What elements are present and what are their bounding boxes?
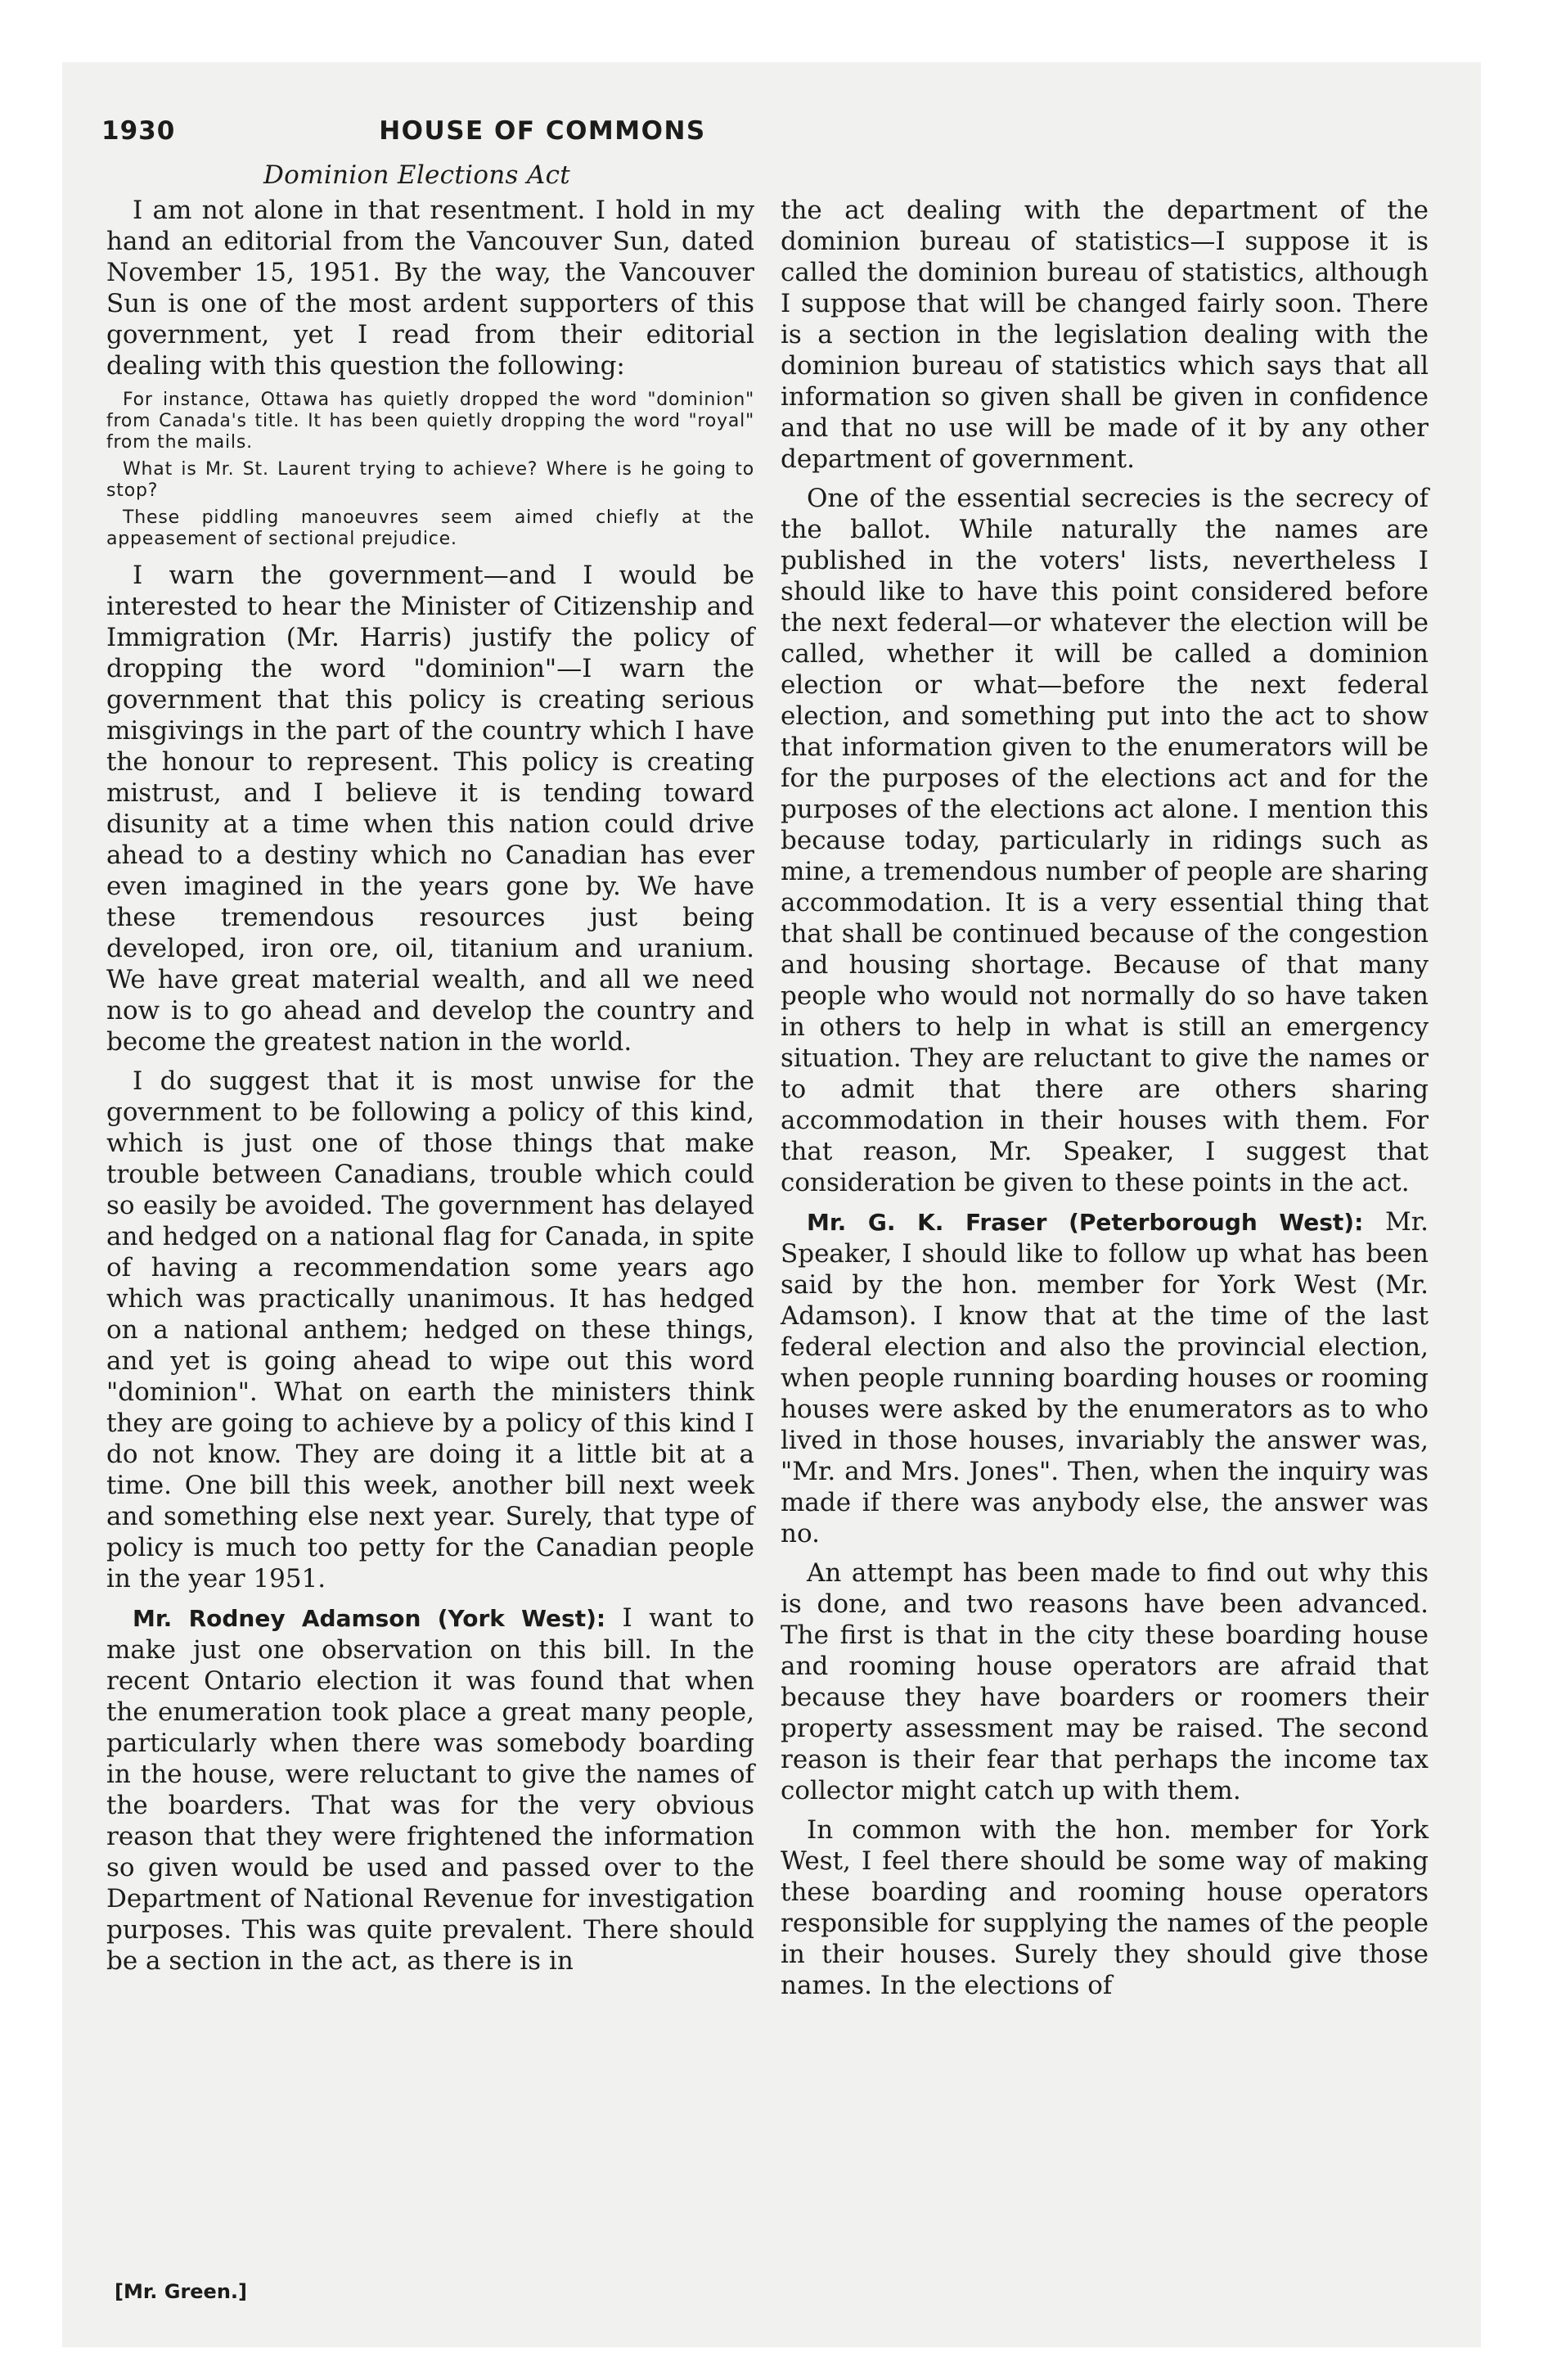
quote-paragraph: What is Mr. St. Laurent trying to achieve? Where is he going to stop? [106, 459, 754, 501]
quote-paragraph: For instance, Ottawa has quietly dropped the word "dominion" from Canada's title. It has been quietly dropping the word "royal" from the mails. [106, 390, 754, 453]
block-quote [106, 390, 754, 550]
page [62, 62, 1481, 2347]
speech-paragraph [781, 1206, 1429, 1549]
paragraph: the act dealing with the department of the dominion bureau of statistics—I suppose it is called the dominion bureau of statistics, although I suppose that will be changed fairly soon. There is a section in the legislation dealing with the dominion bureau of statistics which says that all information so given shall be given in confidence and that no use will be made of it by any other department of government. [781, 196, 1429, 474]
paragraph: An attempt has been made to find out why this is done, and two reasons have been advanced. The first is that in the city these boarding house and rooming house operators are afraid that because they have boarders or roomers their property assessment may be raised. The second reason is their fear that perhaps the income tax collector might catch up with them. [781, 1558, 1429, 1805]
speech-text: Mr. Speaker, I should like to follow up what has been said by the hon. member for York West (Mr. Adamson). I know that at the time of the last federal election and also the provincial election, when people running boarding houses or rooming houses were asked by the enumerators as to who lived in those houses, invariably the answer was, "Mr. and Mrs. Jones". Then, when the inquiry was made if there was anybody else, the answer was no. [781, 1207, 1429, 1548]
paragraph: In common with the hon. member for York West, I feel there should be some way of making these boarding and rooming house operators responsible for supplying the names of the people in their houses. Surely they should give those names. In the elections of [781, 1815, 1429, 2000]
paragraph: I warn the government—and I would be interested to hear the Minister of Citizenship and Immigration (Mr. Harris) justify the policy of dropping the word "dominion"—I warn the government that this policy is creating serious misgivings in the part of the country which I have the honour to represent. This policy is creating mistrust, and I believe it is tending toward disunity at a time when this nation could drive ahead to a destiny which no Canadian has ever even imagined in the years gone by. We have these tremendous resources just being developed, iron ore, oil, titanium and uranium. We have great material wealth, and all we need now is to go ahead and develop the country and become the greatest nation in the world. [106, 561, 754, 1057]
quote-paragraph: These piddling manoeuvres seem aimed chiefly at the appeasement of sectional prejudice. [106, 507, 754, 549]
paragraph: I am not alone in that resentment. I hold in my hand an editorial from the Vancouver Sun, dated November 15, 1951. By the way, the Vancouver Sun is one of the most ardent supporters of this government, yet I read from their editorial dealing with this question the following: [106, 196, 754, 381]
page-header [101, 116, 983, 152]
running-subtitle: Dominion Elections Act [263, 160, 571, 190]
speaker-name: Mr. G. K. Fraser (Peterborough West): [807, 1209, 1364, 1236]
running-title: HOUSE OF COMMONS [379, 116, 706, 146]
left-column [106, 195, 754, 1985]
speech-paragraph [106, 1602, 754, 1977]
speaker-name: Mr. Rodney Adamson (York West): [133, 1605, 606, 1632]
paragraph: One of the essential secrecies is the secrecy of the ballot. While naturally the names are published in the voters' lists, nevertheless I should like to have this point considered before the next federal—or whatever the election will be called, whether it will be called a dominion election or what—before the next federal election, and something put into the act to show that information given to the enumerators will be for the purposes of the elections act and for the purposes of the elections act alone. I mention this because today, particularly in ridings such as mine, a tremendous number of people are sharing accommodation. It is a very essential thing that that shall be continued because of the congestion and housing shortage. Because of that many people who would not normally do so have taken in others to help in what is still an emergency situation. They are reluctant to give the names or to admit that there are others sharing accommodation in their houses with them. For that reason, Mr. Speaker, I suggest that consideration be given to these points in the act. [781, 484, 1429, 1197]
right-column [781, 195, 1429, 2009]
paragraph: I do suggest that it is most unwise for the government to be following a policy of this kind, which is just one of those things that make trouble between Canadians, trouble which could so easily be avoided. The government has delayed and hedged on a national flag for Canada, in spite of having a recommendation some years ago which was practically unanimous. It has hedged on a national anthem; hedged on these things, and yet is going ahead to wipe out this word "dominion". What on earth the ministers think they are going to achieve by a policy of this kind I do not know. They are doing it a little bit at a time. One bill this week, another bill next week and something else next year. Surely, that type of policy is much too petty for the Canadian people in the year 1951. [106, 1066, 754, 1593]
speech-text: I want to make just one observation on this bill. In the recent Ontario election it was found that when the enumeration took place a great many people, particularly when there was somebody boarding in the house, were reluctant to give the names of the boarders. That was for the very obvious reason that they were frightened the information so given would be used and passed over to the Department of National Revenue for investigation purposes. This was quite prevalent. There should be a section in the act, as there is in [106, 1603, 754, 1976]
page-number: 1930 [101, 116, 176, 146]
footer-attribution: [Mr. Green.] [115, 2280, 247, 2303]
